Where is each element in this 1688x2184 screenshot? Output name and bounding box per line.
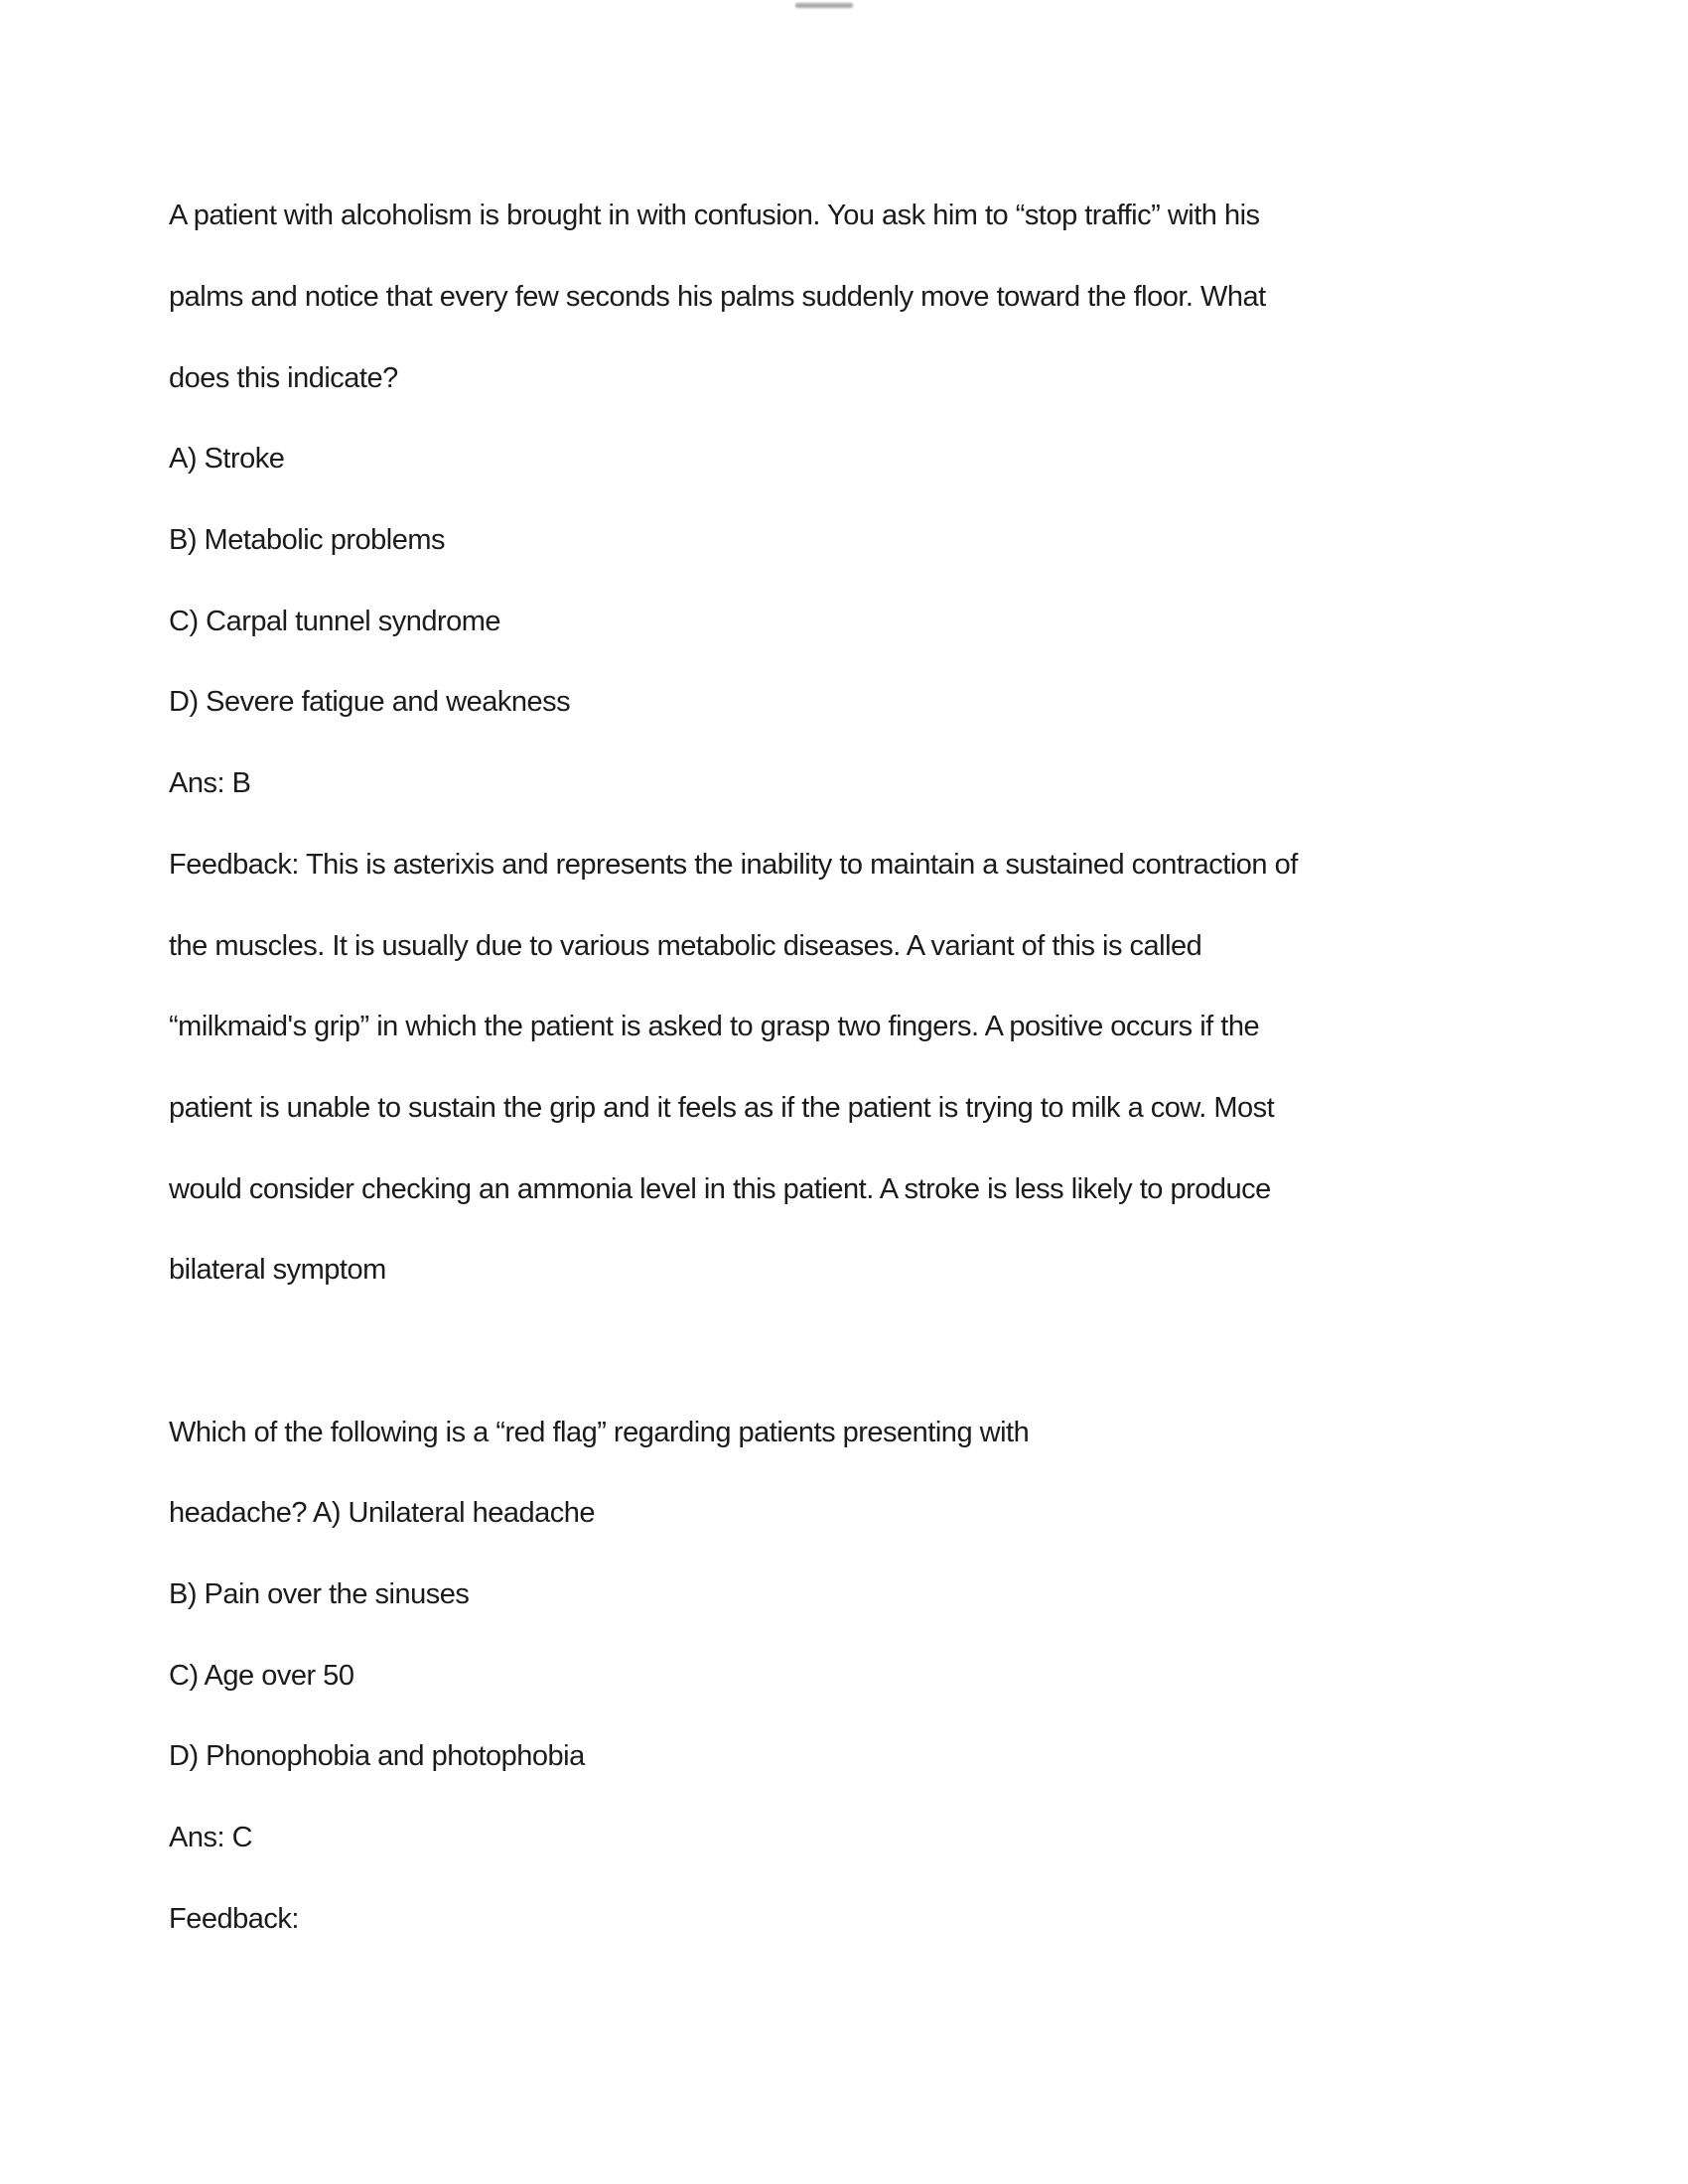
question-text-line: Which of the following is a “red flag” regarding patients presenting with <box>169 1416 1030 1448</box>
feedback-text-line: bilateral symptom <box>169 1254 386 1287</box>
answer-option-line: D) Severe fatigue and weakness <box>169 686 571 719</box>
answer-key-line: Ans: B <box>169 767 251 800</box>
spacer-line <box>169 1311 1559 1393</box>
answer-option-line: C) Age over 50 <box>169 1659 354 1692</box>
question-text-line: does this indicate? <box>169 361 398 394</box>
tiny-watermark-text <box>795 3 853 8</box>
answer-option-line: A) Stroke <box>169 443 285 476</box>
document-body <box>169 176 1559 1960</box>
answer-option-line: B) Pain over the sinuses <box>169 1578 470 1611</box>
feedback-text-line: would consider checking an ammonia level in this patient. A stroke is less likely to produce <box>169 1172 1271 1205</box>
feedback-text-line: the muscles. It is usually due to various metabolic diseases. A variant of this is called <box>169 929 1202 962</box>
answer-option-line: B) Metabolic problems <box>169 524 445 557</box>
answer-key-line: Ans: C <box>169 1822 253 1854</box>
question-text-line: A patient with alcoholism is brought in with confusion. You ask him to “stop traffic” with his <box>169 200 1260 232</box>
feedback-text-line: patient is unable to sustain the grip and it feels as if the patient is trying to milk a cow. Most <box>169 1091 1275 1124</box>
question-text-line: palms and notice that every few seconds his palms suddenly move toward the floor. What <box>169 281 1266 314</box>
feedback-text-line: Feedback: This is asterixis and represents the inability to maintain a sustained contraction of <box>169 848 1298 881</box>
answer-option-line: D) Phonophobia and photophobia <box>169 1740 585 1773</box>
feedback-text-line: “milkmaid's grip” in which the patient is asked to grasp two fingers. A positive occurs if the <box>169 1011 1260 1043</box>
question-text-line: headache? A) Unilateral headache <box>169 1497 595 1530</box>
feedback-text-line: Feedback: <box>169 1902 299 1935</box>
answer-option-line: C) Carpal tunnel syndrome <box>169 605 501 637</box>
